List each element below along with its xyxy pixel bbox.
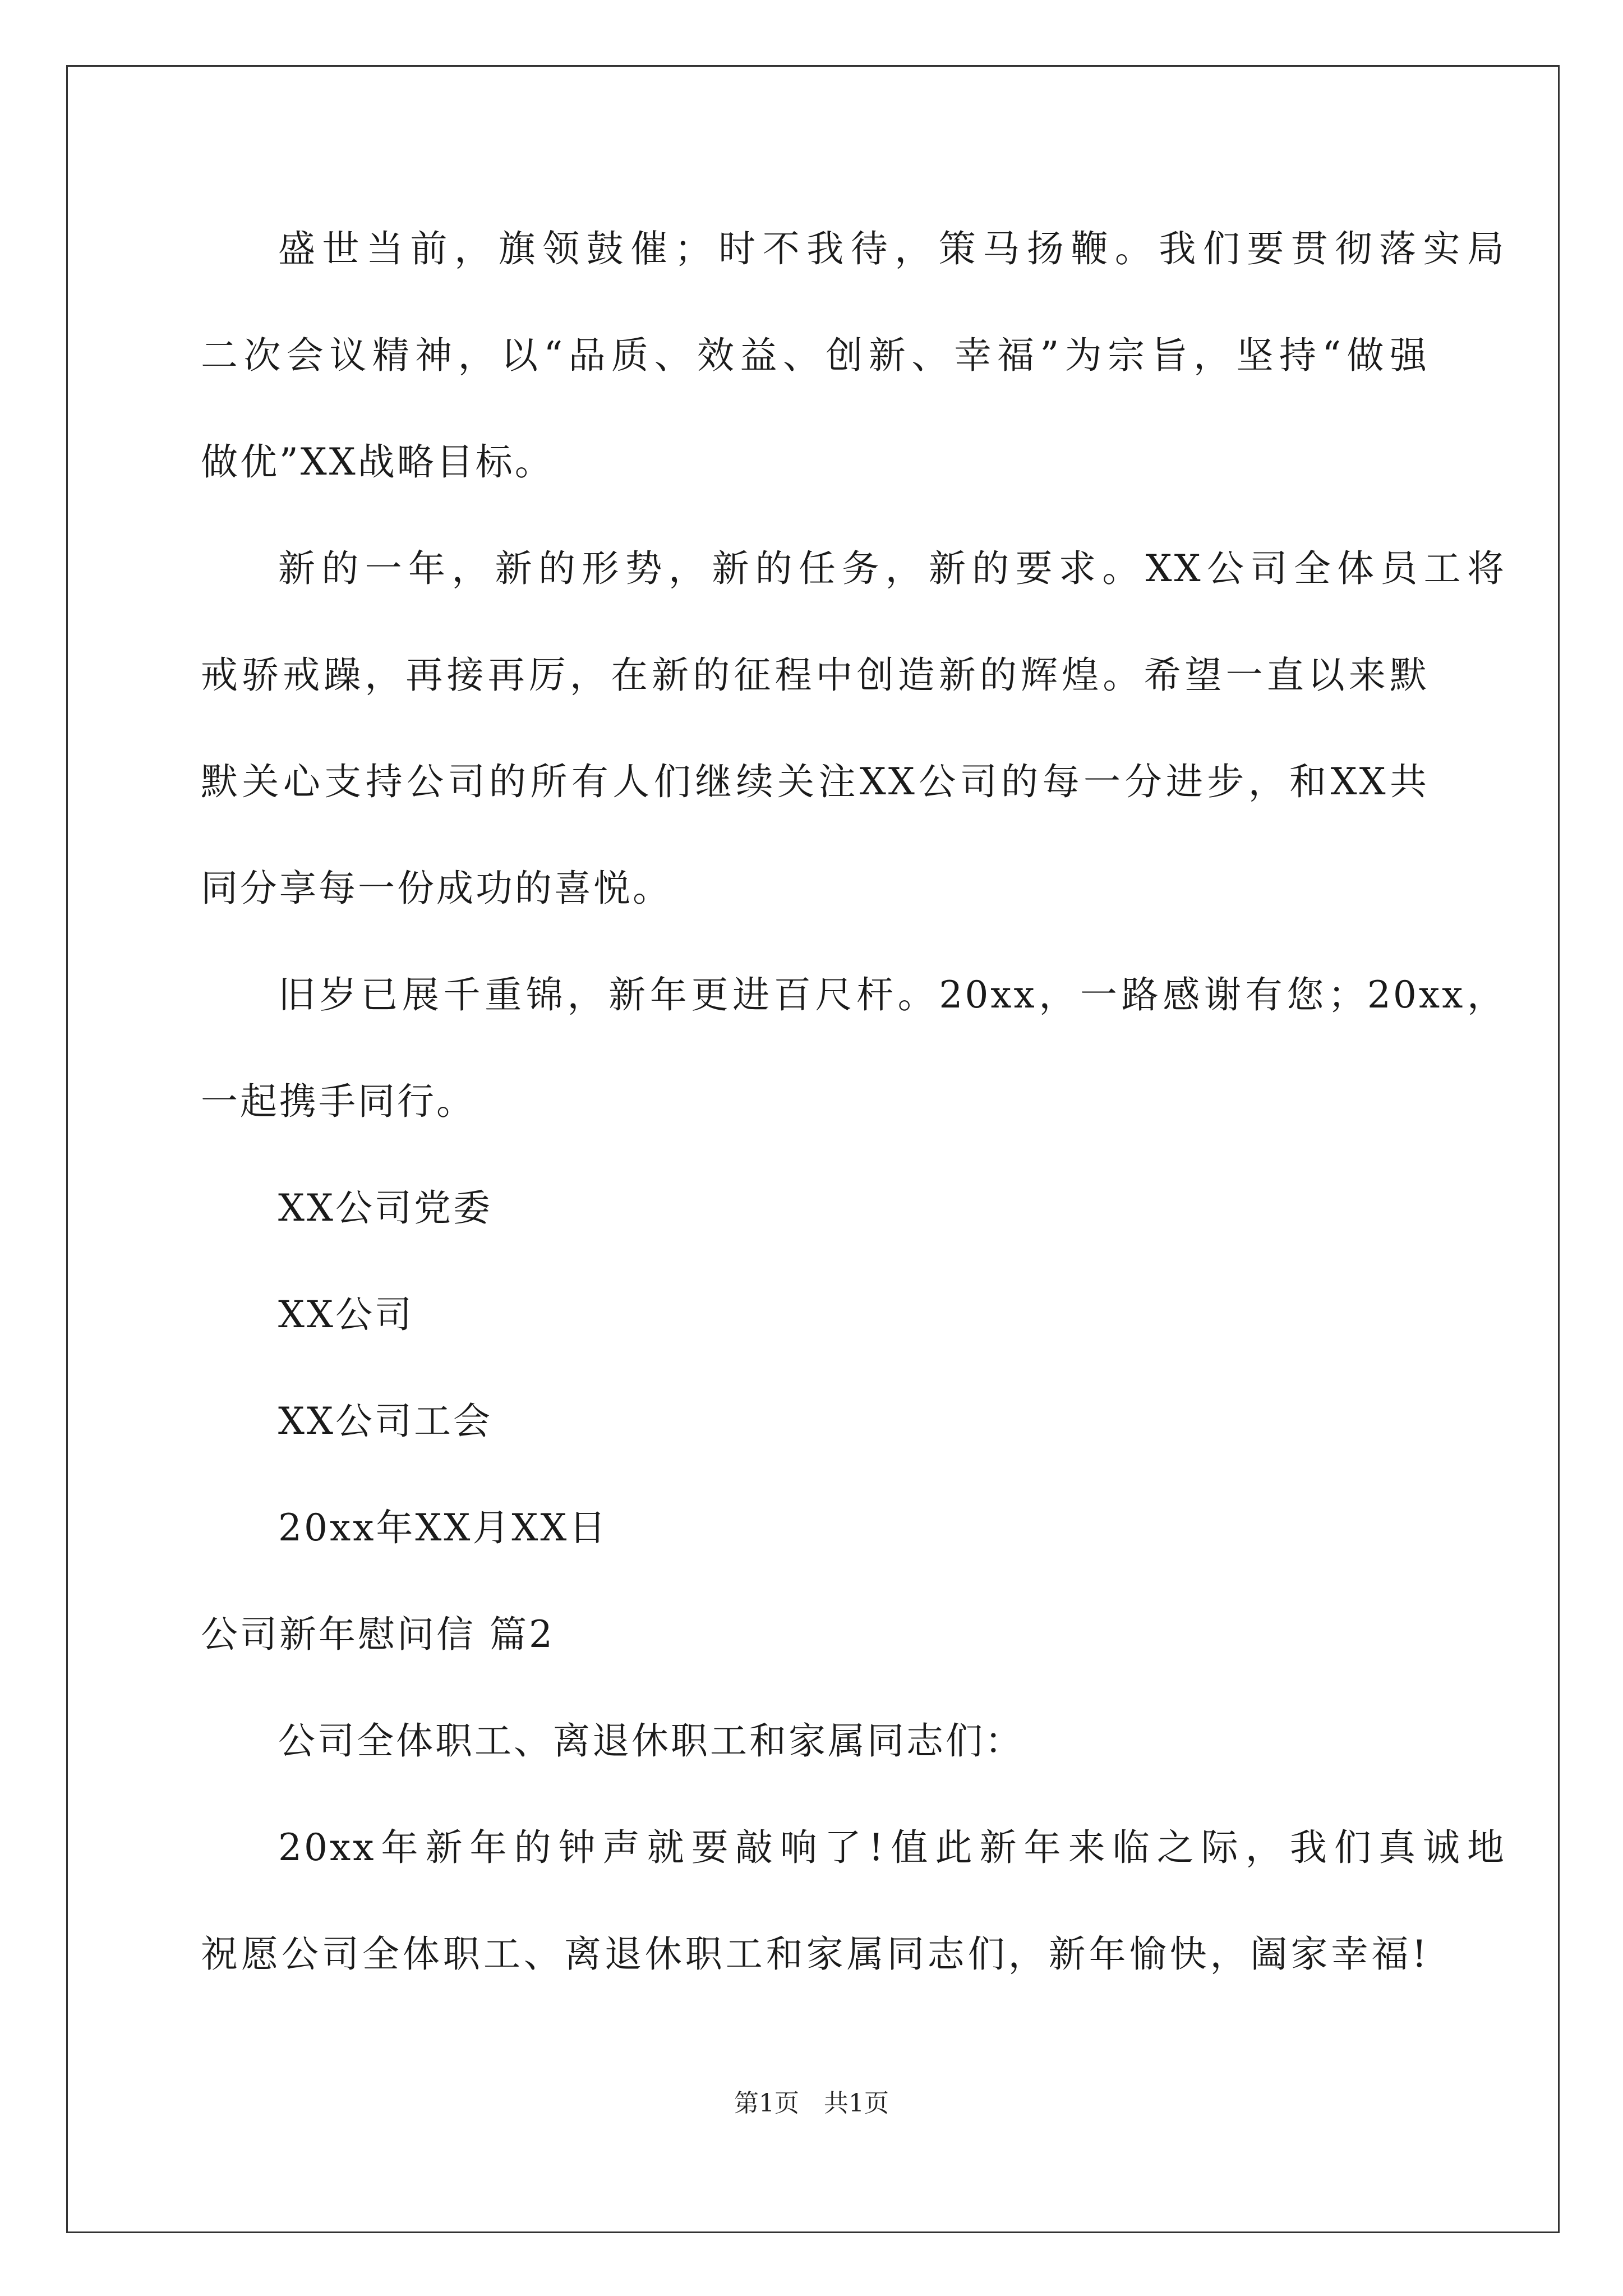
paragraph-line: 默关心支持公司的所有人们继续关注XX公司的每一分进步，和XX共 (201, 760, 1429, 803)
signature-date: 20xx年XX月XX日 (278, 1506, 608, 1549)
paragraph-line: 盛世当前，旗领鼓催；时不我待，策马扬鞭。我们要贯彻落实局 (278, 227, 1506, 270)
paragraph-line: 新的一年，新的形势，新的任务，新的要求。XX公司全体员工将 (278, 547, 1506, 590)
paragraph-line: 戒骄戒躁，再接再厉，在新的征程中创造新的辉煌。希望一直以来默 (201, 654, 1429, 697)
salutation: 公司全体职工、离退休职工和家属同志们： (278, 1719, 1024, 1763)
signature-party-committee: XX公司党委 (278, 1186, 492, 1230)
section-heading: 公司新年慰问信 篇2 (201, 1613, 555, 1656)
page-footer: 第1页 共1页 (734, 2089, 889, 2118)
paragraph-line: 同分享每一份成功的喜悦。 (201, 867, 672, 910)
paragraph-line: 一起携手同行。 (201, 1080, 476, 1123)
page-border (66, 65, 1560, 2233)
paragraph-line: 20xx年新年的钟声就要敲响了!值此新年来临之际，我们真诚地 (278, 1826, 1506, 1869)
paragraph-line: 二次会议精神，以“品质、效益、创新、幸福”为宗旨，坚持“做强 (201, 334, 1429, 377)
signature-union: XX公司工会 (278, 1400, 492, 1443)
paragraph-line: 祝愿公司全体职工、离退休职工和家属同志们，新年愉快，阖家幸福! (201, 1932, 1429, 1976)
paragraph-line: 做优”XX战略目标。 (201, 440, 554, 484)
paragraph-line: 旧岁已展千重锦，新年更进百尺杆。20xx，一路感谢有您；20xx， (278, 973, 1506, 1016)
signature-company: XX公司 (278, 1293, 414, 1336)
